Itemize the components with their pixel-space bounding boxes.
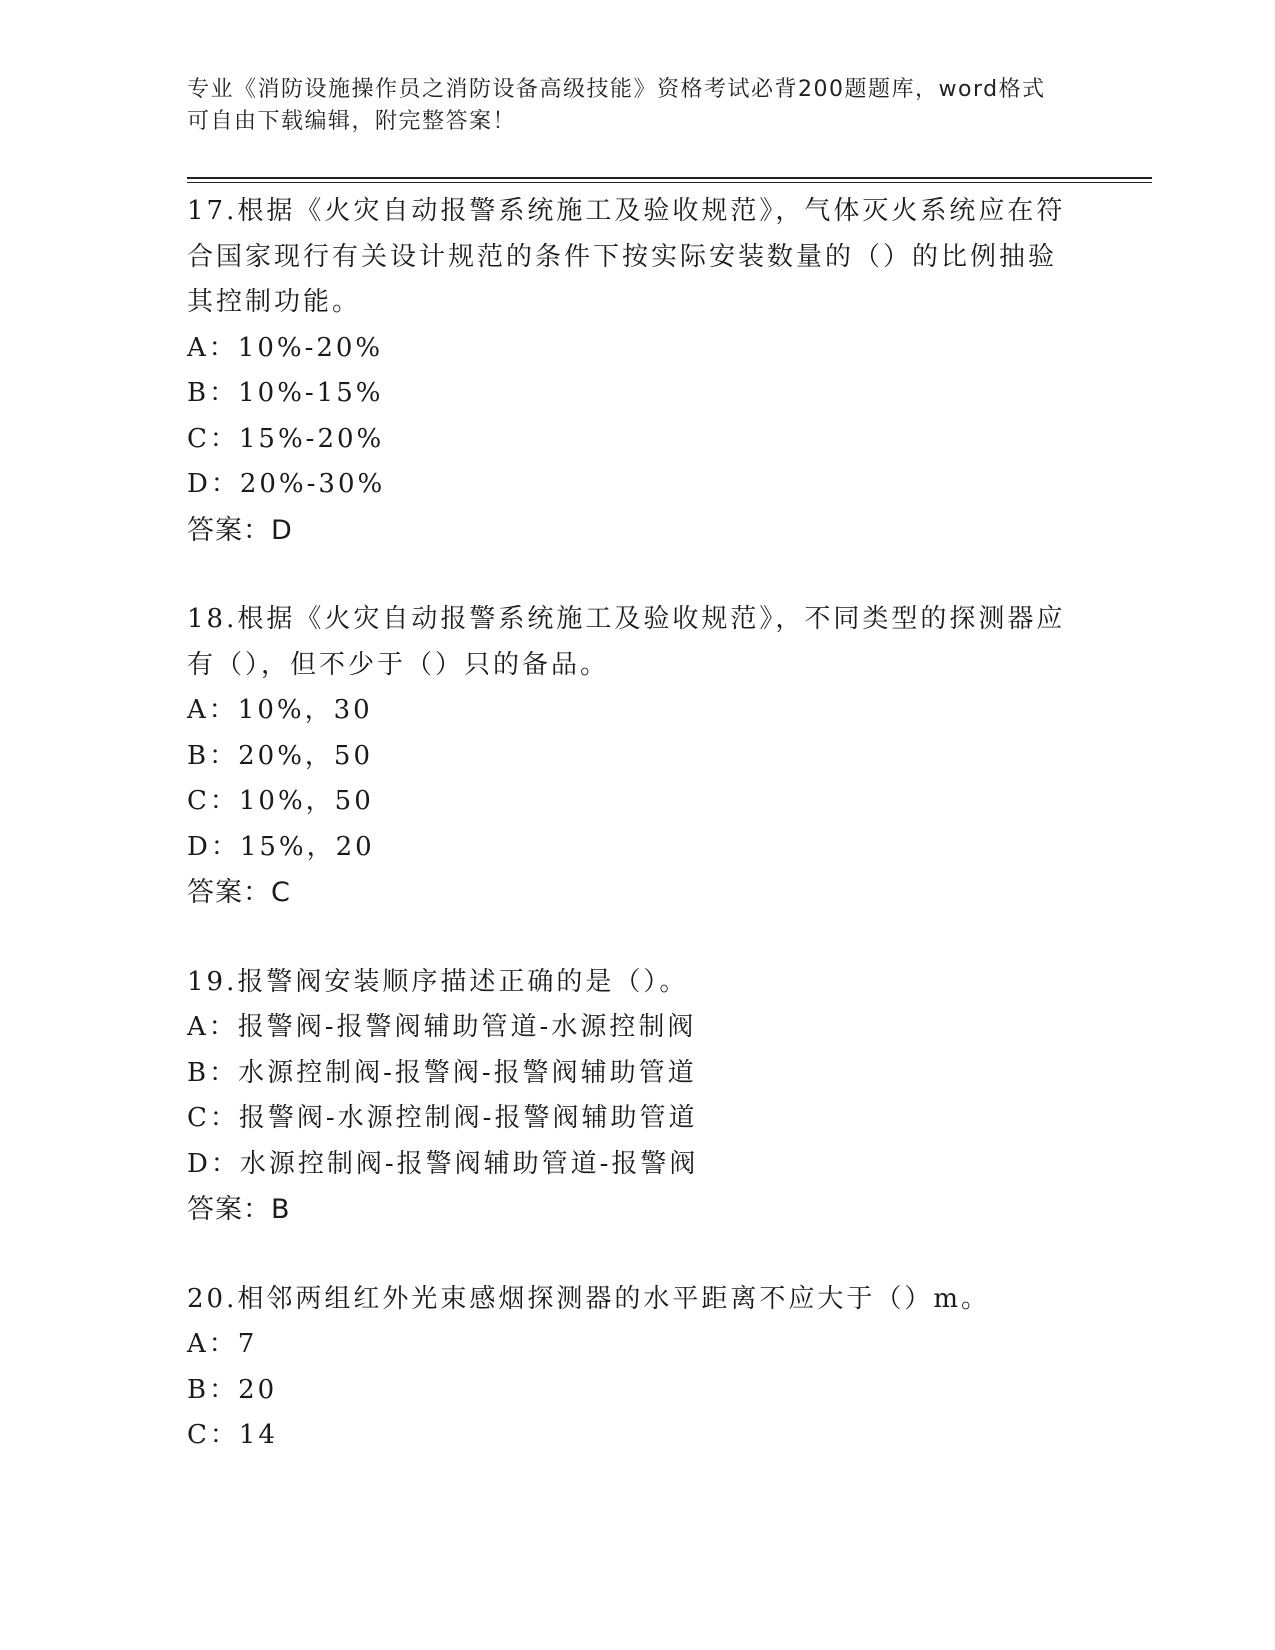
option-a: A：报警阀-报警阀辅助管道-水源控制阀: [187, 1012, 697, 1042]
option-d: D：20%-30%: [187, 469, 386, 499]
question-stem: 18.根据《火灾自动报警系统施工及验收规范》，不同类型的探测器应有（），但不少于（）只的备品。: [187, 604, 1066, 680]
header-rule-thin: [187, 182, 1152, 183]
option-d: D：水源控制阀-报警阀辅助管道-报警阀: [187, 1148, 699, 1179]
document-intro: 专业《消防设施操作员之消防设备高级技能》资格考试必背200题题库，word格式可自由下载编辑，附完整答案！: [187, 77, 1046, 134]
question-19: [187, 960, 1067, 1233]
question-gap: [187, 553, 1067, 597]
option-b: B：20: [187, 1374, 278, 1405]
question-17: [187, 189, 1067, 553]
answer: 答案：B: [187, 1194, 291, 1225]
option-b: B：10%-15%: [187, 378, 384, 408]
option-d: D：15%，20: [187, 831, 375, 862]
option-a: A：7: [187, 1329, 258, 1359]
option-c: C：14: [187, 1420, 278, 1450]
option-c: C：15%-20%: [187, 423, 385, 454]
question-18: [187, 597, 1067, 916]
question-stem: 19.报警阀安装顺序描述正确的是（）。: [187, 966, 689, 997]
question-gap: [187, 916, 1067, 960]
option-a: A：10%-20%: [187, 332, 384, 363]
option-c: C：报警阀-水源控制阀-报警阀辅助管道: [187, 1103, 698, 1133]
question-20: [187, 1277, 1067, 1459]
header-rule: [187, 177, 1152, 179]
answer: 答案：C: [187, 877, 291, 908]
option-b: B：水源控制阀-报警阀-报警阀辅助管道: [187, 1057, 697, 1088]
question-stem: 20.相邻两组红外光束感烟探测器的水平距离不应大于（）m。: [187, 1283, 991, 1314]
answer: 答案：D: [187, 514, 293, 546]
question-list: [187, 189, 1067, 1459]
question-gap: [187, 1233, 1067, 1277]
option-b: B：20%，50: [187, 740, 373, 771]
option-a: A：10%，30: [187, 695, 373, 725]
question-stem: 17.根据《火灾自动报警系统施工及验收规范》，气体灭火系统应在符合国家现行有关设计规范的条件下按实际安装数量的（）的比例抽验其控制功能。: [187, 196, 1066, 317]
option-c: C：10%，50: [187, 786, 374, 816]
